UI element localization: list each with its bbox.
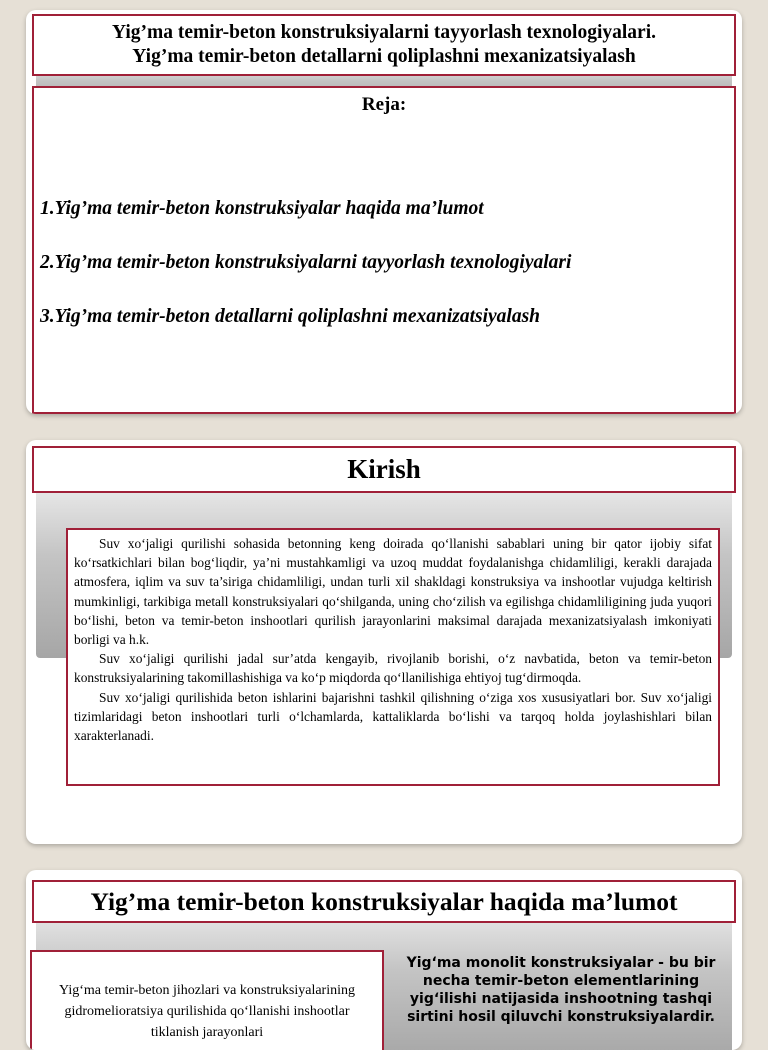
plan-item: 3.Yig’ma temir-beton detallarni qoliplashni mexanizatsiyalash bbox=[40, 306, 541, 327]
slide-title-line-1: Yig’ma temir-beton konstruksiyalarni tayyorlash texnologiyalari. bbox=[112, 22, 656, 43]
slide-title: Kirish bbox=[32, 446, 736, 493]
slide-title-line-2: Yig’ma temir-beton detallarni qoliplashni mexanizatsiyalash bbox=[132, 46, 636, 67]
paragraph: Suv xo‘jaligi qurilishi sohasida betonning keng doirada qo‘llanishi sabablari uning bir qator ijobiy sifat ko‘rsatkichlari bilan bog‘liqdir, ya’ni mustahkamligi va uzoq muddat foydalanishga chidamliligi, kerakli darajada atmosfera, iqlim va suv ta’siriga chidamliligi, undan turli xil shakldagi konstruksiya va inshootlar vujudga keltirish mumkinligi, tarkibiga metall konstruksiyalari qo‘shilganda, uning cho‘zilish va egilishga chidamliligining juda yuqori bo‘lishi, beton va temir-beton inshootlari qurilish jarayonlarini maksimal darajada mexanizatsiyalash imkoniyati borligi va h.k. bbox=[74, 536, 712, 648]
plan-box bbox=[32, 86, 736, 414]
definition-text: Yig‘ma monolit konstruksiyalar - bu bir necha temir-beton elementlarining yig‘ilishi natijasida inshootning tashqi sirtini hosil qiluvchi konstruksiyalardir. bbox=[406, 955, 716, 1025]
introduction-text-box bbox=[66, 528, 720, 786]
plan-heading: Reja: bbox=[361, 94, 407, 115]
plan-list bbox=[40, 198, 571, 360]
paragraph: Suv xo‘jaligi qurilishida beton ishlarini bajarishni tashkil qilishning o‘ziga xos xususiyatlari bor. Suv xo‘jaligi tizimlaridagi beton inshootlari turli o‘lchamlarda, kattaliklarda bo‘lishi va tarqoq holda joylashishlari bilan xarakterlanadi. bbox=[74, 689, 712, 744]
left-text-box: Yig‘ma temir-beton jihozlari va konstruksiyalarining gidromelioratsiya qurilishida qo‘llanishi inshootlar tiklanish jarayonlari bbox=[30, 950, 384, 1050]
plan-item: 2.Yig’ma temir-beton konstruksiyalarni tayyorlash texnologiyalari bbox=[40, 252, 572, 273]
paragraph: Suv xo‘jaligi qurilishi jadal sur’atda kengayib, rivojlanib borishi, o‘z navbatida, beton va temir-beton konstruksiyalarining takomillashishiga va ko‘p miqdorda qo‘llanilishiga ehtiyoj tug‘dirmoqda. bbox=[74, 651, 712, 686]
slide-introduction bbox=[26, 440, 742, 844]
slide-title: Yig’ma temir-beton konstruksiyalar haqida ma’lumot bbox=[32, 880, 736, 923]
slide-plan bbox=[26, 10, 742, 414]
plan-item: 1.Yig’ma temir-beton konstruksiyalar haqida ma’lumot bbox=[40, 198, 484, 219]
slide-title bbox=[32, 14, 736, 76]
slide-information bbox=[26, 870, 742, 1050]
